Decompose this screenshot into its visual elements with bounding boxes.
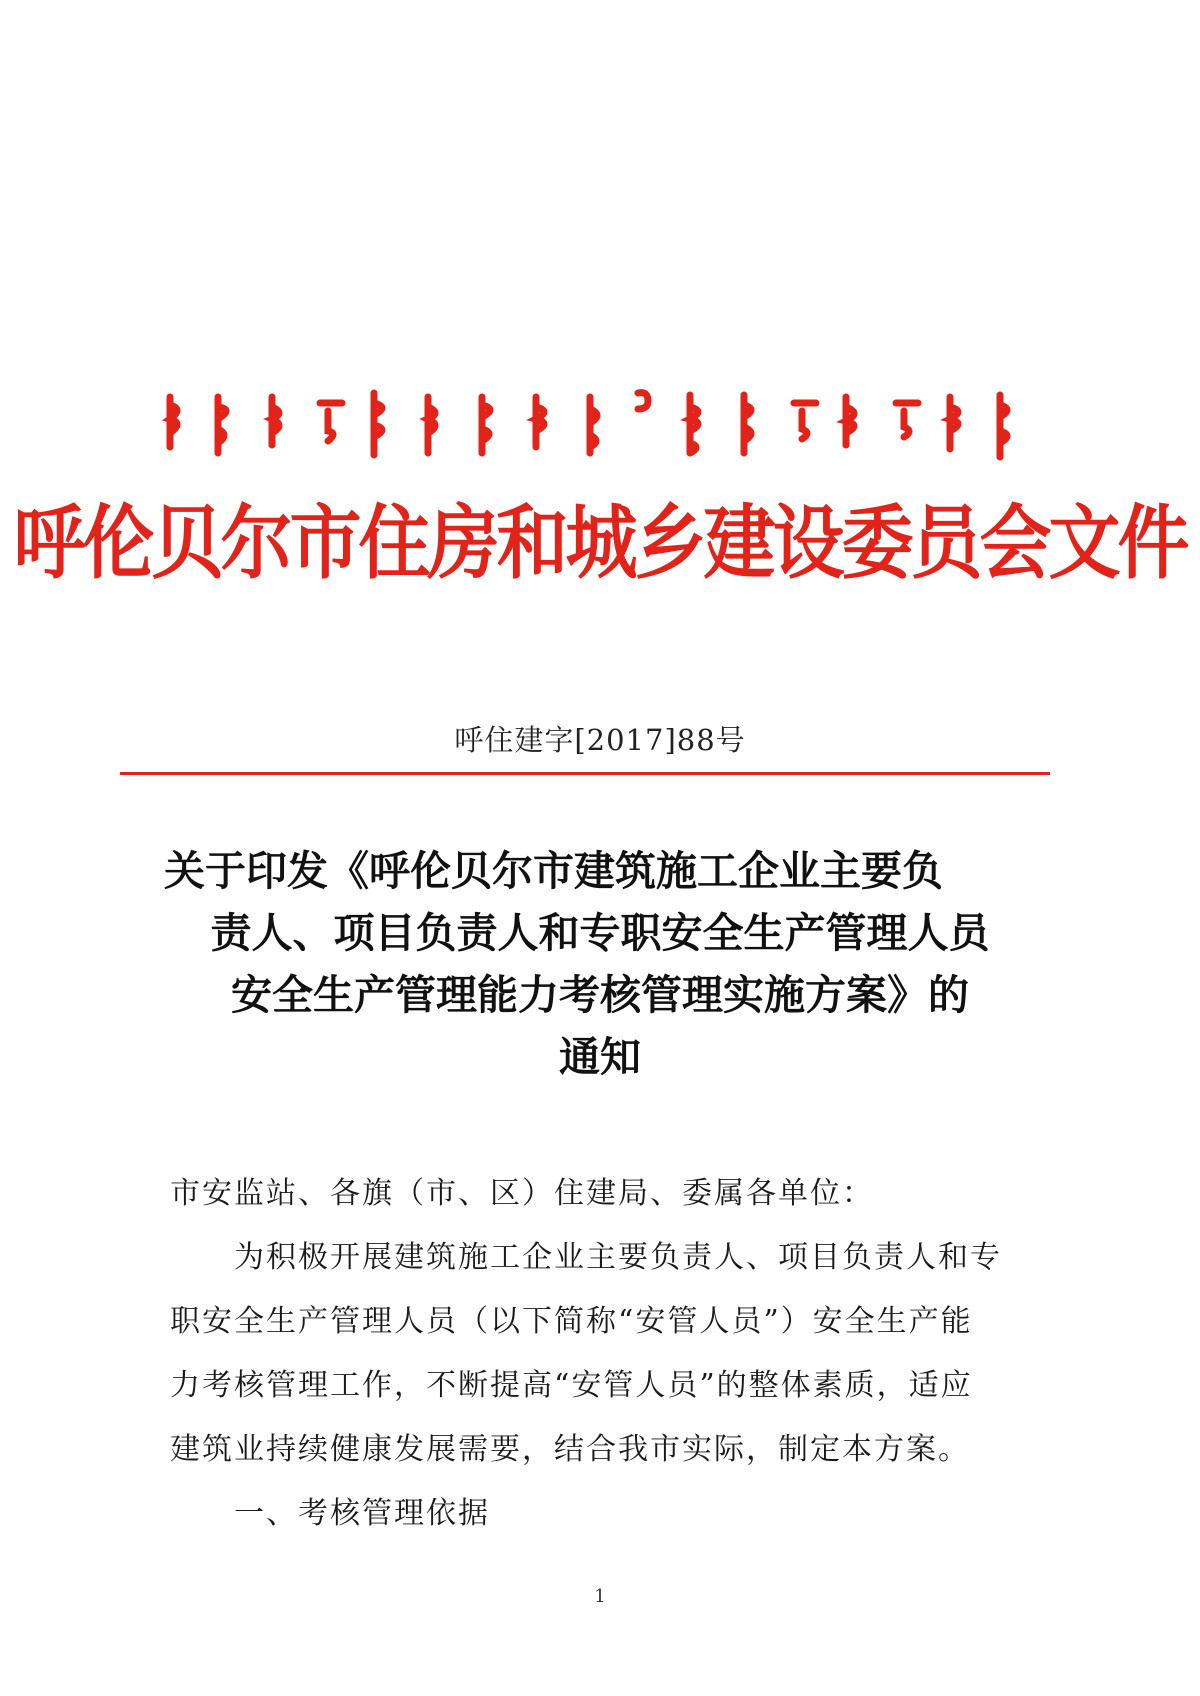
document-number: 呼住建字[2017]88号 — [454, 723, 746, 757]
notice-title-line-3: 安全生产管理能力考核管理实施方案》的 — [231, 971, 969, 1019]
body-text — [170, 1162, 1030, 1546]
notice-title — [150, 840, 1050, 1088]
page-number: 1 — [594, 1586, 606, 1607]
issuer-title: 呼伦贝尔市住房和城乡建设委员会文件 — [13, 495, 1187, 590]
notice-title-line-2: 责人、项目负责人和专职安全生产管理人员 — [210, 909, 990, 957]
addressee-line: 市安监站、各旗（市、区）住建局、委属各单位： — [170, 1176, 874, 1211]
notice-title-line-1: 关于印发《呼伦贝尔市建筑施工企业主要负 — [164, 847, 943, 895]
paragraph-line-1: 为积极开展建筑施工企业主要负责人、项目负责人和专 — [234, 1240, 1002, 1275]
notice-title-line-4: 通知 — [559, 1033, 641, 1081]
header-divider — [120, 772, 1050, 775]
paragraph-line-2: 职安全生产管理人员（以下简称“安管人员”）安全生产能 — [170, 1304, 973, 1339]
paragraph-line-3: 力考核管理工作，不断提高“安管人员”的整体素质，适应 — [170, 1368, 973, 1403]
paragraph-line-4: 建筑业持续健康发展需要，结合我市实际，制定本方案。 — [170, 1432, 970, 1467]
section-heading: 一、考核管理依据 — [234, 1496, 490, 1531]
mongolian-script-header — [160, 385, 1020, 465]
